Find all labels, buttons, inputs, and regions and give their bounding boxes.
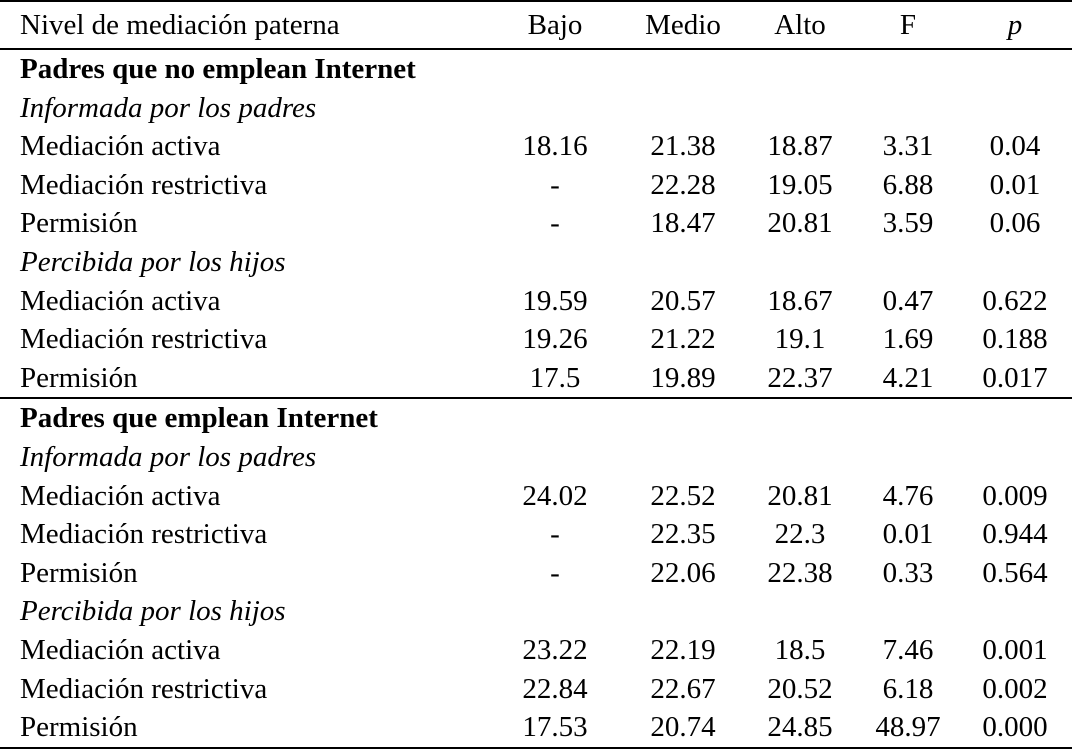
- group-row: [0, 398, 1072, 438]
- cell-f: 6.18: [882, 672, 934, 705]
- header-alto: Alto: [742, 1, 858, 49]
- cell-alto: 20.81: [767, 479, 833, 512]
- table-row: [0, 554, 1072, 593]
- cell-medio: 22.35: [650, 518, 716, 551]
- group-title: Padres que emplean Internet: [0, 398, 1072, 438]
- cell-p: 0.001: [982, 633, 1048, 666]
- subgroup-title: Informada por los padres: [20, 440, 317, 473]
- cell-medio: 22.52: [650, 479, 716, 512]
- subgroup-row: [0, 89, 1072, 128]
- cell-p: 0.002: [982, 672, 1048, 705]
- cell-alto: 19.1: [774, 323, 826, 356]
- cell-medio: 22.19: [650, 633, 716, 666]
- cell-bajo: -: [550, 168, 560, 201]
- cell-bajo: 18.16: [522, 130, 588, 163]
- row-label: Mediación restrictiva: [20, 518, 268, 551]
- row-label: Mediación restrictiva: [20, 168, 268, 201]
- table-row: [0, 166, 1072, 205]
- cell-bajo: 19.26: [522, 323, 588, 356]
- cell-medio: 19.89: [650, 361, 716, 394]
- cell-alto: 18.87: [767, 130, 833, 163]
- subgroup-title: Percibida por los hijos: [20, 595, 286, 628]
- cell-alto: 19.05: [767, 168, 833, 201]
- cell-p: 0.009: [982, 479, 1048, 512]
- table-row: [0, 127, 1072, 166]
- cell-medio: 22.28: [650, 168, 716, 201]
- header-medio: Medio: [624, 1, 742, 49]
- header-f: F: [858, 1, 958, 49]
- row-label: Permisión: [0, 708, 486, 748]
- table-body: [0, 49, 1072, 748]
- cell-f: 0.47: [882, 284, 934, 317]
- row-label: Mediación activa: [20, 130, 221, 163]
- table-row: [0, 515, 1072, 554]
- cell-bajo: -: [550, 518, 560, 551]
- cell-alto: 22.37: [767, 361, 833, 394]
- cell-f: 4.21: [882, 361, 934, 394]
- cell-bajo: 19.59: [522, 284, 588, 317]
- cell-alto: 22.3: [774, 518, 826, 551]
- group-row: [0, 49, 1072, 89]
- row-label: Permisión: [20, 556, 138, 589]
- cell-p: 0.564: [982, 556, 1048, 589]
- cell-f: 3.31: [882, 130, 934, 163]
- header-bajo: Bajo: [486, 1, 624, 49]
- cell-alto: 18.67: [767, 284, 833, 317]
- cell-p: 0.188: [982, 323, 1048, 356]
- table-row: [0, 708, 1072, 748]
- header-label: Nivel de mediación paterna: [0, 1, 486, 49]
- table-row: [0, 477, 1072, 516]
- subgroup-row: [0, 438, 1072, 477]
- cell-medio: 20.74: [624, 708, 742, 748]
- group-title: Padres que no emplean Internet: [20, 53, 416, 85]
- row-label: Mediación restrictiva: [20, 672, 268, 705]
- cell-medio: 20.57: [650, 284, 716, 317]
- cell-bajo: 24.02: [522, 479, 588, 512]
- subgroup-row: [0, 592, 1072, 631]
- cell-p: 0.04: [989, 130, 1041, 163]
- row-label: Mediación restrictiva: [20, 323, 268, 356]
- cell-f: 6.88: [882, 168, 934, 201]
- cell-bajo: -: [550, 207, 560, 240]
- table-header-row: [0, 1, 1072, 49]
- subgroup-title: Percibida por los hijos: [20, 245, 286, 278]
- cell-alto: 18.5: [774, 633, 826, 666]
- cell-p: 0.017: [982, 361, 1048, 394]
- table-row: [0, 359, 1072, 399]
- cell-p: 0.944: [982, 518, 1048, 551]
- row-label: Permisión: [20, 207, 138, 240]
- cell-f: 1.69: [882, 323, 934, 356]
- cell-medio: 22.67: [650, 672, 716, 705]
- table-row: [0, 320, 1072, 359]
- cell-alto: 22.38: [767, 556, 833, 589]
- cell-medio: 21.22: [650, 323, 716, 356]
- row-label: Mediación activa: [20, 284, 221, 317]
- cell-bajo: 17.53: [486, 708, 624, 748]
- cell-bajo: 17.5: [529, 361, 581, 394]
- subgroup-title: Informada por los padres: [20, 91, 317, 124]
- cell-medio: 22.06: [650, 556, 716, 589]
- cell-f: 0.01: [882, 518, 934, 551]
- table-row: [0, 631, 1072, 670]
- cell-f: 48.97: [858, 708, 958, 748]
- subgroup-row: [0, 243, 1072, 282]
- row-label: Mediación activa: [20, 479, 221, 512]
- cell-alto: 20.52: [767, 672, 833, 705]
- cell-bajo: -: [550, 556, 560, 589]
- cell-alto: 20.81: [767, 207, 833, 240]
- cell-f: 4.76: [882, 479, 934, 512]
- cell-medio: 18.47: [650, 207, 716, 240]
- cell-f: 7.46: [882, 633, 934, 666]
- cell-p: 0.000: [958, 708, 1072, 748]
- cell-f: 3.59: [882, 207, 934, 240]
- cell-f: 0.33: [882, 556, 934, 589]
- table-row: [0, 670, 1072, 709]
- row-label: Mediación activa: [20, 633, 221, 666]
- cell-p: 0.622: [982, 284, 1048, 317]
- cell-p: 0.06: [989, 207, 1041, 240]
- cell-bajo: 22.84: [522, 672, 588, 705]
- cell-p: 0.01: [989, 168, 1041, 201]
- table-row: [0, 282, 1072, 321]
- cell-alto: 24.85: [742, 708, 858, 748]
- cell-medio: 21.38: [650, 130, 716, 163]
- row-label: Permisión: [20, 361, 138, 394]
- table-row: [0, 204, 1072, 243]
- header-p: p: [958, 1, 1072, 49]
- cell-bajo: 23.22: [522, 633, 588, 666]
